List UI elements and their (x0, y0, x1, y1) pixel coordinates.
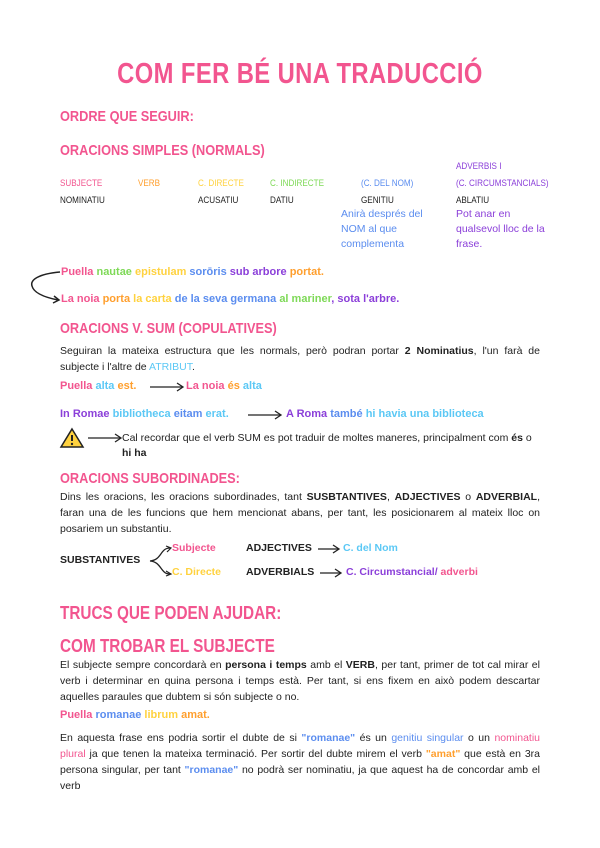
curved-arrow-icon (28, 268, 62, 308)
arrow-icon (318, 544, 342, 554)
heading-trucs: TRUCS QUE PODEN AJUDAR: (60, 603, 282, 623)
final-paragraph: En aquesta frase ens podria sortir el dubte de si "romanae" és un genitiu singular o un nominatiu plural ja que tenen la mateixa terminació. Per sortir del dubte mirem el verb "amat" que està en 3ra persona singular, per tant "romanae" no podrà ser nominatiu, ja que aquest ha de concordar amb el verb (60, 732, 540, 792)
col-verb: VERB (138, 178, 161, 188)
label-cdirecte: C. Directe (172, 566, 222, 578)
example-catalan-1: La noia porta la carta de la seva germana al mariner, sota l'arbre. (61, 293, 400, 305)
note-genitiu: Anirà després del NOM al que complementa (341, 208, 423, 250)
case-acusatiu: ACUSATIU (198, 195, 239, 205)
example-catalan-3: A Roma també hi havia una biblioteca (286, 408, 484, 420)
case-datiu: DATIU (270, 195, 294, 205)
col-cdirecte: C. DIRECTE (198, 178, 244, 188)
col-subjecte: SUBJECTE (60, 178, 103, 188)
arrow-icon (150, 382, 186, 392)
example-latin-3: In Romae bibliotheca eitam erat. (60, 408, 229, 420)
brace-icon (148, 546, 172, 576)
case-genitiu: GENITIU (361, 195, 394, 205)
warning-icon (60, 428, 84, 448)
case-ablatiu: ABLATIU (456, 195, 490, 205)
example-catalan-2: La noia és alta (186, 380, 262, 392)
label-subjecte: Subjecte (172, 542, 216, 554)
warning-text: Cal recordar que el verb SUM es pot traduir de moltes maneres, principalment com és o hi ha (122, 432, 532, 459)
arrow-icon (88, 433, 124, 443)
example-latin-2: Puella alta est. (60, 380, 137, 392)
col-cindirecte: C. INDIRECTE (270, 178, 325, 188)
label-adjectives: ADJECTIVES (246, 542, 312, 554)
label-cnom: C. del Nom (343, 542, 398, 554)
heading-subordinades: ORACIONS SUBORDINADES: (60, 470, 240, 487)
note-ablatiu: Pot anar en qualsevol lloc de la frase. (456, 208, 545, 250)
heading-simple: ORACIONS SIMPLES (NORMALS) (60, 142, 265, 159)
col-ccirc: (C. CIRCUMSTANCIALS) (456, 178, 549, 188)
page-title: COM FER BÉ UNA TRADUCCIÓ (117, 58, 483, 90)
heading-sum: ORACIONS V. SUM (COPULATIVES) (60, 320, 277, 337)
heading-order: ORDRE QUE SEGUIR: (60, 108, 194, 125)
example-latin-1: Puella nautae epistulam sorōris sub arbore portat. (61, 266, 324, 278)
trucs-paragraph: El subjecte sempre concordarà en persona i temps amb el VERB, per tant, primer de tot cal mirar el verb i determinar en quina persona i temps està. Per tant, si ens fixem en això podem descartar aquelles paraules que dubtem si són subjecte o no. (60, 659, 540, 703)
heading-trobar-subjecte: COM TROBAR EL SUBJECTE (60, 636, 275, 656)
example-latin-4: Puella romanae librum amat. (60, 709, 210, 721)
arrow-icon (248, 410, 284, 420)
sum-paragraph: Seguiran la mateixa estructura que les normals, però podran portar 2 Nominatius, l'un farà de subjecte i l'altre de ATRIBUT. (60, 345, 540, 373)
label-substantives: SUBSTANTIVES (60, 554, 141, 566)
header-adverbis: ADVERBIS I (456, 161, 502, 171)
label-ccirc: C. Circumstancial/ adverbi (346, 566, 478, 578)
label-adverbials: ADVERBIALS (246, 566, 315, 578)
case-nominatiu: NOMINATIU (60, 195, 105, 205)
arrow-icon (320, 568, 344, 578)
subordinades-paragraph: Dins les oracions, les oracions subordinades, tant SUSBTANTIVES, ADJECTIVES o ADVERBIAL, faran una de les funcions que hem mencionat abans, per tant, les posicionarem al mateix lloc on posariem un substantiu. (60, 491, 540, 535)
col-cnom: (C. DEL NOM) (361, 178, 414, 188)
